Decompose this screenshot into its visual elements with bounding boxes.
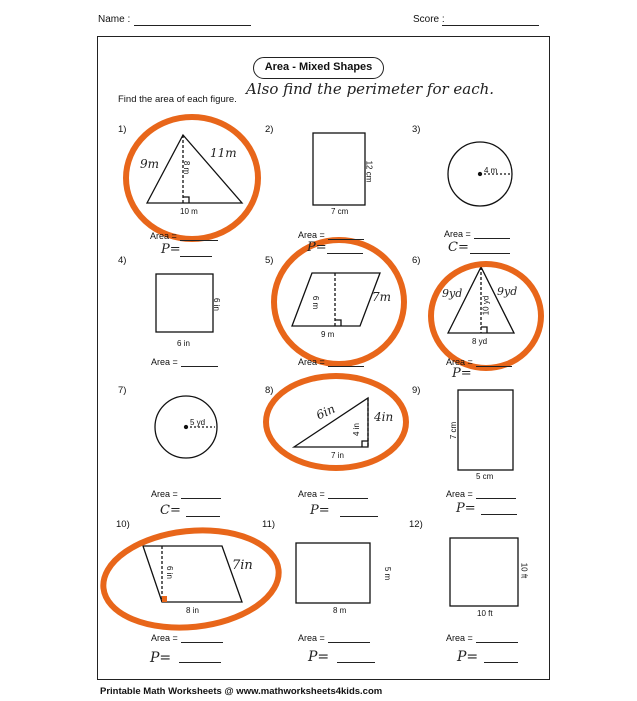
- area-answer-label: Area =: [151, 633, 178, 643]
- answer-line[interactable]: [181, 498, 221, 499]
- rectangle-figure-2: [313, 133, 365, 205]
- perimeter-answer-label: P=: [161, 242, 181, 257]
- answer-line[interactable]: [328, 366, 364, 367]
- side-label: 9yd: [497, 285, 518, 298]
- answer-line[interactable]: [484, 662, 518, 663]
- answer-line[interactable]: [181, 366, 218, 367]
- answer-line[interactable]: [179, 662, 221, 663]
- rectangle-figure-11: [296, 543, 370, 603]
- side-label: 7m: [372, 290, 392, 304]
- height-label: 4 in: [351, 423, 361, 436]
- answer-line[interactable]: [337, 662, 375, 663]
- area-answer-label: Area =: [151, 489, 178, 499]
- answer-line[interactable]: [470, 253, 510, 254]
- answer-line[interactable]: [327, 253, 363, 254]
- answer-line[interactable]: [181, 642, 223, 643]
- answer-line[interactable]: [476, 366, 512, 367]
- problem-number: 10): [116, 519, 130, 530]
- radius-label: 4 m: [484, 166, 498, 175]
- base-label: 7 in: [331, 451, 344, 460]
- problem-number: 11): [262, 519, 276, 530]
- name-label: Name :: [98, 14, 131, 25]
- side-label: 7 cm: [449, 421, 459, 440]
- perimeter-answer-label: P=: [310, 503, 330, 518]
- area-answer-label: Area =: [298, 357, 325, 367]
- area-answer-label: Area =: [446, 633, 473, 643]
- square-figure-4: [156, 274, 213, 332]
- answer-line[interactable]: [481, 514, 517, 515]
- base-label: 9 m: [321, 330, 335, 339]
- base-label: 8 m: [333, 606, 347, 615]
- answer-line[interactable]: [340, 516, 378, 517]
- handwritten-instruction: Also find the perimeter for each.: [246, 80, 495, 98]
- side-label: 11m: [210, 146, 237, 160]
- area-answer-label: Area =: [298, 489, 325, 499]
- area-answer-label: Area =: [446, 357, 473, 367]
- area-answer-label: Area =: [446, 489, 473, 499]
- height-label: 6 in: [164, 566, 174, 579]
- orange-circle-6: [431, 264, 541, 368]
- orange-circle-10: [98, 522, 283, 636]
- base-label: 10 ft: [477, 609, 493, 618]
- parallelogram-figure-5: [292, 273, 380, 326]
- perimeter-answer-label: P=: [307, 240, 327, 255]
- side-label: 6in: [313, 401, 338, 423]
- side-label: 4in: [374, 410, 394, 424]
- side-label: 9yd: [442, 287, 463, 300]
- answer-line[interactable]: [328, 642, 370, 643]
- area-answer-label: Area =: [298, 230, 325, 240]
- side-label: 5 m: [383, 566, 393, 581]
- answer-line[interactable]: [328, 239, 364, 240]
- area-answer-label: Area =: [298, 633, 325, 643]
- area-answer-label: Area =: [150, 231, 177, 241]
- problem-number: 1): [118, 124, 127, 135]
- side-label: 6 in: [211, 298, 221, 311]
- problem-number: 9): [412, 385, 421, 396]
- side-label: 10 ft: [519, 562, 529, 579]
- height-label: 8 m: [182, 160, 192, 175]
- base-label: 6 in: [177, 339, 190, 348]
- orange-circle-1: [126, 117, 258, 239]
- perimeter-answer-label: P=: [456, 501, 476, 516]
- parallelogram-figure-10: [143, 546, 242, 602]
- problem-number: 5): [265, 255, 274, 266]
- answer-line[interactable]: [180, 240, 218, 241]
- height-label: 6 m: [311, 295, 321, 310]
- footer-text: Printable Math Worksheets @ www.mathworksheets4kids.com: [100, 686, 383, 697]
- worksheet-title: Area - Mixed Shapes: [253, 57, 384, 79]
- perimeter-answer-label: P=: [308, 649, 330, 665]
- circumference-answer-label: C=: [448, 240, 469, 255]
- problem-number: 12): [409, 519, 423, 530]
- answer-line[interactable]: [476, 642, 518, 643]
- area-answer-label: Area =: [444, 229, 471, 239]
- answer-line[interactable]: [476, 498, 516, 499]
- score-label: Score :: [413, 14, 445, 25]
- radius-label: 5 yd: [190, 418, 206, 427]
- side-label: 9m: [140, 157, 160, 171]
- base-label: 8 yd: [472, 337, 488, 346]
- perimeter-answer-label: P=: [457, 649, 479, 665]
- base-label: 10 m: [180, 207, 198, 216]
- base-label: 8 in: [186, 606, 199, 615]
- base-label: 7 cm: [331, 207, 349, 216]
- problem-number: 6): [412, 255, 421, 266]
- problem-number: 8): [265, 385, 274, 396]
- problem-number: 2): [265, 124, 274, 135]
- square-figure-12: [450, 538, 518, 606]
- side-label: 12 cm: [364, 160, 374, 183]
- problem-number: 3): [412, 124, 421, 135]
- problem-number: 7): [118, 385, 127, 396]
- height-label: 10 yd: [481, 295, 491, 316]
- base-label: 5 cm: [476, 472, 494, 481]
- answer-line[interactable]: [180, 256, 212, 257]
- circle-figure-7: [155, 396, 217, 458]
- perimeter-answer-label: P=: [452, 366, 472, 381]
- circle-figure-3: [448, 142, 512, 206]
- answer-line[interactable]: [328, 498, 368, 499]
- problem-number: 4): [118, 255, 127, 266]
- instruction-text: Find the area of each figure.: [118, 94, 237, 105]
- answer-line[interactable]: [474, 238, 510, 239]
- circumference-answer-label: C=: [160, 503, 181, 518]
- rectangle-figure-9: [458, 390, 513, 470]
- perimeter-answer-label: P=: [150, 650, 172, 666]
- side-label: 7in: [232, 558, 253, 573]
- area-answer-label: Area =: [151, 357, 178, 367]
- answer-line[interactable]: [186, 516, 220, 517]
